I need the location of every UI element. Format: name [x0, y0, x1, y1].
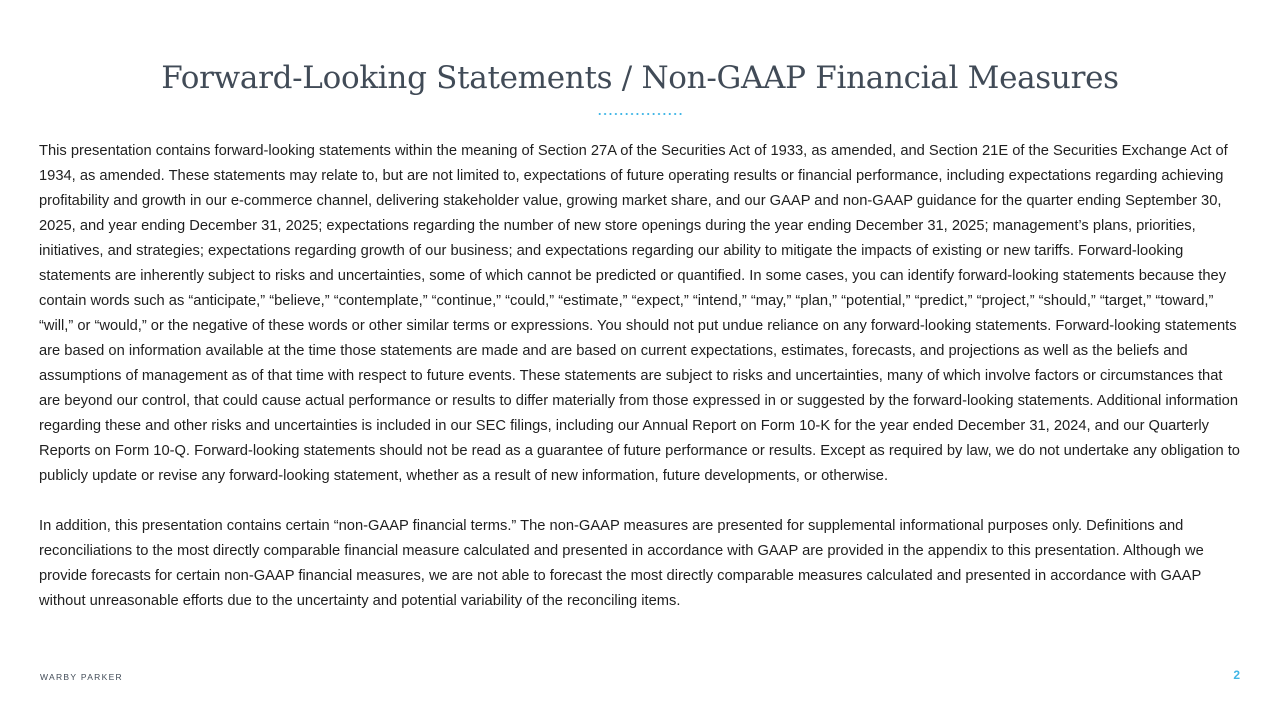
title-divider: [597, 112, 683, 116]
footer-brand-logo: WARBY PARKER: [40, 672, 123, 682]
forward-looking-paragraph: This presentation contains forward-looking statements within the meaning of Section 27A of the Securities Act of 1933, as amended, and Section 21E of the Securities Exchange Act of 1934, as amended. These statements may relate to, but are not limited to, expectations of future operating results or financial performance, including expectations regarding achieving profitability and growth in our e-commerce channel, delivering stakeholder value, growing market share, and our GAAP and non-GAAP guidance for the quarter ending September 30, 2025, and year ending December 31, 2025; expectations regarding the number of new store openings during the year ending December 31, 2025; management’s plans, priorities, initiatives, and strategies; expectations regarding growth of our business; and expectations regarding our ability to mitigate the impacts of existing or new tariffs. Forward-looking statements are inherently subject to risks and uncertainties, some of which cannot be predicted or quantified. In some cases, you can identify forward-looking statements because they contain words such as “anticipate,” “believe,” “contemplate,” “continue,” “could,” “estimate,” “expect,” “intend,” “may,” “plan,” “potential,” “predict,” “project,” “should,” “target,” “toward,” “will,” or “would,” or the negative of these words or other similar terms or expressions. You should not put undue reliance on any forward-looking statements. Forward-looking statements are based on information available at the time those statements are made and are based on current expectations, estimates, forecasts, and projections as well as the beliefs and assumptions of management as of that time with respect to future events. These statements are subject to risks and uncertainties, many of which involve factors or circumstances that are beyond our control, that could cause actual performance or results to differ materially from those expressed in or suggested by the forward-looking statements. Additional information regarding these and other risks and uncertainties is included in our SEC filings, including our Annual Report on Form 10-K for the year ended December 31, 2024, and our Quarterly Reports on Form 10-Q. Forward-looking statements should not be read as a guarantee of future performance or results. Except as required by law, we do not undertake any obligation to publicly update or revise any forward-looking statement, whether as a result of new information, future developments, or otherwise.: [39, 143, 1240, 484]
slide-body: [39, 139, 1245, 614]
slide-title: Forward-Looking Statements / Non-GAAP Financial Measures: [161, 60, 1119, 96]
page-number: 2: [1233, 668, 1240, 682]
non-gaap-paragraph: In addition, this presentation contains certain “non-GAAP financial terms.” The non-GAAP measures are presented for supplemental informational purposes only. Definitions and reconciliations to the most directly comparable financial measure calculated and presented in accordance with GAAP are provided in the appendix to this presentation. Although we provide forecasts for certain non-GAAP financial measures, we are not able to forecast the most directly comparable measures calculated and presented in accordance with GAAP without unreasonable efforts due to the uncertainty and potential variability of the reconciling items.: [39, 518, 1204, 609]
